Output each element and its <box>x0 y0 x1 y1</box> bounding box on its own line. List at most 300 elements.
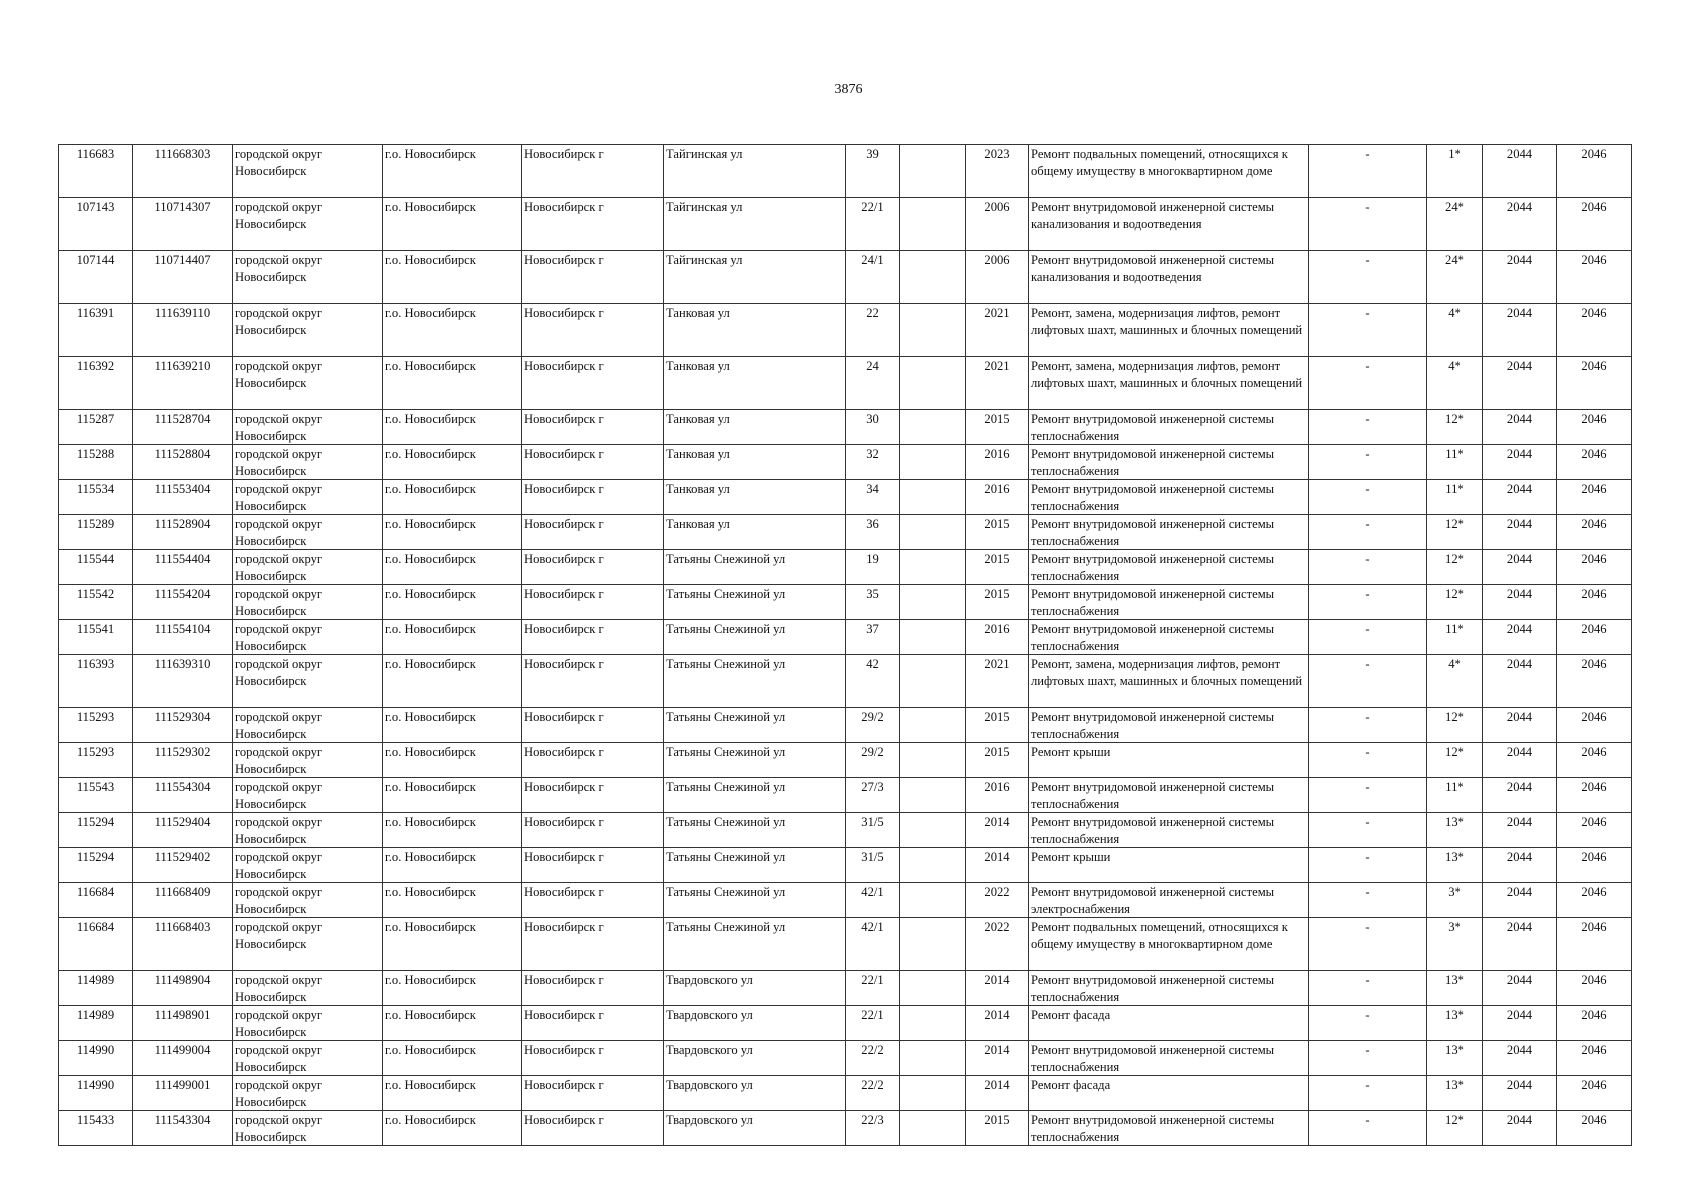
row-code-cell: 111529304 <box>133 708 233 743</box>
table-row <box>59 743 1632 778</box>
value-cell: 4* <box>1427 357 1483 410</box>
street-cell: Тайгинская ул <box>664 145 846 198</box>
start-year-cell: 2044 <box>1483 445 1557 480</box>
row-code-cell: 111528704 <box>133 410 233 445</box>
page-number: 3876 <box>834 82 863 97</box>
value-cell: 24* <box>1427 198 1483 251</box>
end-year-cell: 2046 <box>1557 813 1632 848</box>
street-cell: Татьяны Снежиной ул <box>664 778 846 813</box>
work-type-cell: Ремонт внутридомовой инженерной системы канализования и водоотведения <box>1029 198 1309 251</box>
row-code-cell: 111499001 <box>133 1076 233 1111</box>
year-cell: 2016 <box>966 620 1029 655</box>
table-row <box>59 655 1632 708</box>
end-year-cell: 2046 <box>1557 971 1632 1006</box>
dash-cell: - <box>1309 778 1427 813</box>
row-id-cell: 116392 <box>59 357 133 410</box>
street-cell: Танковая ул <box>664 515 846 550</box>
dash-cell: - <box>1309 848 1427 883</box>
street-cell: Татьяны Снежиной ул <box>664 708 846 743</box>
street-cell: Татьяны Снежиной ул <box>664 550 846 585</box>
house-number-cell: 19 <box>846 550 900 585</box>
row-code-cell: 111639310 <box>133 655 233 708</box>
table-row <box>59 620 1632 655</box>
street-cell: Татьяны Снежиной ул <box>664 620 846 655</box>
value-cell: 13* <box>1427 1041 1483 1076</box>
end-year-cell: 2046 <box>1557 515 1632 550</box>
work-type-cell: Ремонт внутридомовой инженерной системы теплоснабжения <box>1029 480 1309 515</box>
row-id-cell: 107144 <box>59 251 133 304</box>
street-cell: Твардовского ул <box>664 1076 846 1111</box>
street-cell: Татьяны Снежиной ул <box>664 848 846 883</box>
district-cell: городской округ Новосибирск <box>233 550 383 585</box>
row-id-cell: 116683 <box>59 145 133 198</box>
district-cell: городской округ Новосибирск <box>233 410 383 445</box>
row-code-cell: 110714307 <box>133 198 233 251</box>
district-cell: городской округ Новосибирск <box>233 251 383 304</box>
row-code-cell: 111553404 <box>133 480 233 515</box>
row-code-cell: 111639110 <box>133 304 233 357</box>
table-row <box>59 778 1632 813</box>
year-cell: 2023 <box>966 145 1029 198</box>
start-year-cell: 2044 <box>1483 883 1557 918</box>
value-cell: 12* <box>1427 515 1483 550</box>
row-code-cell: 111554404 <box>133 550 233 585</box>
blank-cell <box>900 883 966 918</box>
end-year-cell: 2046 <box>1557 304 1632 357</box>
dash-cell: - <box>1309 1076 1427 1111</box>
row-id-cell: 115433 <box>59 1111 133 1146</box>
table-row <box>59 918 1632 971</box>
table-row <box>59 550 1632 585</box>
work-type-cell: Ремонт внутридомовой инженерной системы теплоснабжения <box>1029 410 1309 445</box>
start-year-cell: 2044 <box>1483 813 1557 848</box>
year-cell: 2014 <box>966 1006 1029 1041</box>
dash-cell: - <box>1309 145 1427 198</box>
blank-cell <box>900 357 966 410</box>
house-number-cell: 42 <box>846 655 900 708</box>
table-row <box>59 410 1632 445</box>
street-cell: Тайгинская ул <box>664 251 846 304</box>
dash-cell: - <box>1309 620 1427 655</box>
work-type-cell: Ремонт фасада <box>1029 1006 1309 1041</box>
blank-cell <box>900 918 966 971</box>
municipality-cell: г.о. Новосибирск <box>383 743 522 778</box>
house-number-cell: 22/1 <box>846 971 900 1006</box>
end-year-cell: 2046 <box>1557 918 1632 971</box>
start-year-cell: 2044 <box>1483 357 1557 410</box>
value-cell: 24* <box>1427 251 1483 304</box>
work-type-cell: Ремонт внутридомовой инженерной системы теплоснабжения <box>1029 778 1309 813</box>
district-cell: городской округ Новосибирск <box>233 1041 383 1076</box>
district-cell: городской округ Новосибирск <box>233 778 383 813</box>
municipality-cell: г.о. Новосибирск <box>383 480 522 515</box>
table-row <box>59 848 1632 883</box>
house-number-cell: 22 <box>846 304 900 357</box>
house-number-cell: 42/1 <box>846 918 900 971</box>
district-cell: городской округ Новосибирск <box>233 1006 383 1041</box>
district-cell: городской округ Новосибирск <box>233 743 383 778</box>
value-cell: 12* <box>1427 585 1483 620</box>
work-type-cell: Ремонт крыши <box>1029 848 1309 883</box>
blank-cell <box>900 585 966 620</box>
municipality-cell: г.о. Новосибирск <box>383 708 522 743</box>
blank-cell <box>900 655 966 708</box>
row-id-cell: 107143 <box>59 198 133 251</box>
year-cell: 2014 <box>966 971 1029 1006</box>
dash-cell: - <box>1309 971 1427 1006</box>
work-type-cell: Ремонт внутридомовой инженерной системы теплоснабжения <box>1029 971 1309 1006</box>
year-cell: 2014 <box>966 813 1029 848</box>
house-number-cell: 22/1 <box>846 198 900 251</box>
year-cell: 2006 <box>966 251 1029 304</box>
city-cell: Новосибирск г <box>522 1076 664 1111</box>
dash-cell: - <box>1309 743 1427 778</box>
district-cell: городской округ Новосибирск <box>233 813 383 848</box>
blank-cell <box>900 304 966 357</box>
street-cell: Татьяны Снежиной ул <box>664 813 846 848</box>
city-cell: Новосибирск г <box>522 743 664 778</box>
district-cell: городской округ Новосибирск <box>233 655 383 708</box>
table-row <box>59 1041 1632 1076</box>
municipality-cell: г.о. Новосибирск <box>383 655 522 708</box>
work-type-cell: Ремонт внутридомовой инженерной системы электроснабжения <box>1029 883 1309 918</box>
house-number-cell: 39 <box>846 145 900 198</box>
work-type-cell: Ремонт внутридомовой инженерной системы канализования и водоотведения <box>1029 251 1309 304</box>
work-type-cell: Ремонт внутридомовой инженерной системы теплоснабжения <box>1029 585 1309 620</box>
value-cell: 12* <box>1427 1111 1483 1146</box>
value-cell: 3* <box>1427 883 1483 918</box>
start-year-cell: 2044 <box>1483 848 1557 883</box>
street-cell: Танковая ул <box>664 480 846 515</box>
house-number-cell: 34 <box>846 480 900 515</box>
blank-cell <box>900 145 966 198</box>
row-id-cell: 116684 <box>59 883 133 918</box>
municipality-cell: г.о. Новосибирск <box>383 445 522 480</box>
table-body <box>59 145 1632 1146</box>
district-cell: городской округ Новосибирск <box>233 708 383 743</box>
work-type-cell: Ремонт крыши <box>1029 743 1309 778</box>
house-number-cell: 29/2 <box>846 708 900 743</box>
district-cell: городской округ Новосибирск <box>233 918 383 971</box>
city-cell: Новосибирск г <box>522 1041 664 1076</box>
table-row <box>59 304 1632 357</box>
blank-cell <box>900 708 966 743</box>
dash-cell: - <box>1309 550 1427 585</box>
table-row <box>59 971 1632 1006</box>
start-year-cell: 2044 <box>1483 251 1557 304</box>
dash-cell: - <box>1309 198 1427 251</box>
city-cell: Новосибирск г <box>522 883 664 918</box>
end-year-cell: 2046 <box>1557 620 1632 655</box>
blank-cell <box>900 1111 966 1146</box>
city-cell: Новосибирск г <box>522 304 664 357</box>
row-code-cell: 110714407 <box>133 251 233 304</box>
municipality-cell: г.о. Новосибирск <box>383 883 522 918</box>
house-number-cell: 27/3 <box>846 778 900 813</box>
table-row <box>59 585 1632 620</box>
value-cell: 13* <box>1427 1076 1483 1111</box>
row-code-cell: 111528904 <box>133 515 233 550</box>
house-number-cell: 31/5 <box>846 813 900 848</box>
work-type-cell: Ремонт фасада <box>1029 1076 1309 1111</box>
city-cell: Новосибирск г <box>522 550 664 585</box>
city-cell: Новосибирск г <box>522 971 664 1006</box>
row-code-cell: 111554204 <box>133 585 233 620</box>
house-number-cell: 36 <box>846 515 900 550</box>
value-cell: 12* <box>1427 743 1483 778</box>
end-year-cell: 2046 <box>1557 1041 1632 1076</box>
end-year-cell: 2046 <box>1557 585 1632 620</box>
blank-cell <box>900 743 966 778</box>
municipality-cell: г.о. Новосибирск <box>383 1076 522 1111</box>
row-id-cell: 115543 <box>59 778 133 813</box>
work-type-cell: Ремонт внутридомовой инженерной системы теплоснабжения <box>1029 445 1309 480</box>
work-type-cell: Ремонт внутридомовой инженерной системы теплоснабжения <box>1029 813 1309 848</box>
municipality-cell: г.о. Новосибирск <box>383 1041 522 1076</box>
row-id-cell: 115294 <box>59 848 133 883</box>
end-year-cell: 2046 <box>1557 357 1632 410</box>
row-id-cell: 115541 <box>59 620 133 655</box>
blank-cell <box>900 620 966 655</box>
row-id-cell: 114989 <box>59 1006 133 1041</box>
street-cell: Танковая ул <box>664 445 846 480</box>
start-year-cell: 2044 <box>1483 198 1557 251</box>
start-year-cell: 2044 <box>1483 480 1557 515</box>
row-id-cell: 116684 <box>59 918 133 971</box>
row-id-cell: 115293 <box>59 743 133 778</box>
year-cell: 2021 <box>966 304 1029 357</box>
end-year-cell: 2046 <box>1557 883 1632 918</box>
district-cell: городской округ Новосибирск <box>233 445 383 480</box>
house-number-cell: 30 <box>846 410 900 445</box>
house-number-cell: 24/1 <box>846 251 900 304</box>
blank-cell <box>900 445 966 480</box>
table-row <box>59 445 1632 480</box>
table-row <box>59 145 1632 198</box>
blank-cell <box>900 778 966 813</box>
blank-cell <box>900 1006 966 1041</box>
blank-cell <box>900 480 966 515</box>
dash-cell: - <box>1309 708 1427 743</box>
start-year-cell: 2044 <box>1483 145 1557 198</box>
end-year-cell: 2046 <box>1557 445 1632 480</box>
street-cell: Татьяны Снежиной ул <box>664 585 846 620</box>
table-row <box>59 883 1632 918</box>
district-cell: городской округ Новосибирск <box>233 515 383 550</box>
capital-repair-table <box>58 144 1632 1146</box>
dash-cell: - <box>1309 251 1427 304</box>
street-cell: Татьяны Снежиной ул <box>664 918 846 971</box>
municipality-cell: г.о. Новосибирск <box>383 1006 522 1041</box>
start-year-cell: 2044 <box>1483 655 1557 708</box>
row-code-cell: 111498904 <box>133 971 233 1006</box>
municipality-cell: г.о. Новосибирск <box>383 357 522 410</box>
work-type-cell: Ремонт внутридомовой инженерной системы теплоснабжения <box>1029 515 1309 550</box>
street-cell: Тайгинская ул <box>664 198 846 251</box>
work-type-cell: Ремонт внутридомовой инженерной системы теплоснабжения <box>1029 1111 1309 1146</box>
row-id-cell: 115293 <box>59 708 133 743</box>
row-code-cell: 111498901 <box>133 1006 233 1041</box>
end-year-cell: 2046 <box>1557 251 1632 304</box>
row-id-cell: 114989 <box>59 971 133 1006</box>
table-row <box>59 198 1632 251</box>
district-cell: городской округ Новосибирск <box>233 1111 383 1146</box>
city-cell: Новосибирск г <box>522 198 664 251</box>
city-cell: Новосибирск г <box>522 708 664 743</box>
house-number-cell: 22/3 <box>846 1111 900 1146</box>
blank-cell <box>900 550 966 585</box>
year-cell: 2022 <box>966 918 1029 971</box>
municipality-cell: г.о. Новосибирск <box>383 145 522 198</box>
table-row <box>59 251 1632 304</box>
street-cell: Твардовского ул <box>664 1041 846 1076</box>
city-cell: Новосибирск г <box>522 778 664 813</box>
start-year-cell: 2044 <box>1483 620 1557 655</box>
city-cell: Новосибирск г <box>522 515 664 550</box>
row-code-cell: 111543304 <box>133 1111 233 1146</box>
house-number-cell: 35 <box>846 585 900 620</box>
city-cell: Новосибирск г <box>522 848 664 883</box>
row-code-cell: 111668409 <box>133 883 233 918</box>
blank-cell <box>900 1076 966 1111</box>
street-cell: Танковая ул <box>664 410 846 445</box>
street-cell: Танковая ул <box>664 304 846 357</box>
row-id-cell: 116393 <box>59 655 133 708</box>
work-type-cell: Ремонт подвальных помещений, относящихся к общему имуществу в многоквартирном доме <box>1029 145 1309 198</box>
municipality-cell: г.о. Новосибирск <box>383 813 522 848</box>
value-cell: 12* <box>1427 708 1483 743</box>
end-year-cell: 2046 <box>1557 848 1632 883</box>
start-year-cell: 2044 <box>1483 971 1557 1006</box>
district-cell: городской округ Новосибирск <box>233 198 383 251</box>
work-type-cell: Ремонт внутридомовой инженерной системы теплоснабжения <box>1029 550 1309 585</box>
work-type-cell: Ремонт подвальных помещений, относящихся к общему имуществу в многоквартирном доме <box>1029 918 1309 971</box>
table-row <box>59 480 1632 515</box>
blank-cell <box>900 848 966 883</box>
dash-cell: - <box>1309 410 1427 445</box>
end-year-cell: 2046 <box>1557 743 1632 778</box>
blank-cell <box>900 198 966 251</box>
municipality-cell: г.о. Новосибирск <box>383 198 522 251</box>
table-row <box>59 1006 1632 1041</box>
table-row <box>59 708 1632 743</box>
value-cell: 4* <box>1427 655 1483 708</box>
table-row <box>59 813 1632 848</box>
start-year-cell: 2044 <box>1483 1041 1557 1076</box>
dash-cell: - <box>1309 515 1427 550</box>
year-cell: 2014 <box>966 1076 1029 1111</box>
row-code-cell: 111668303 <box>133 145 233 198</box>
end-year-cell: 2046 <box>1557 550 1632 585</box>
work-type-cell: Ремонт, замена, модернизация лифтов, ремонт лифтовых шахт, машинных и блочных помещений <box>1029 304 1309 357</box>
dash-cell: - <box>1309 304 1427 357</box>
city-cell: Новосибирск г <box>522 620 664 655</box>
house-number-cell: 29/2 <box>846 743 900 778</box>
value-cell: 1* <box>1427 145 1483 198</box>
dash-cell: - <box>1309 480 1427 515</box>
house-number-cell: 32 <box>846 445 900 480</box>
municipality-cell: г.о. Новосибирск <box>383 585 522 620</box>
row-code-cell: 111639210 <box>133 357 233 410</box>
district-cell: городской округ Новосибирск <box>233 620 383 655</box>
year-cell: 2015 <box>966 1111 1029 1146</box>
table-row <box>59 1111 1632 1146</box>
year-cell: 2021 <box>966 655 1029 708</box>
district-cell: городской округ Новосибирск <box>233 848 383 883</box>
end-year-cell: 2046 <box>1557 1076 1632 1111</box>
end-year-cell: 2046 <box>1557 778 1632 813</box>
house-number-cell: 42/1 <box>846 883 900 918</box>
end-year-cell: 2046 <box>1557 1006 1632 1041</box>
district-cell: городской округ Новосибирск <box>233 145 383 198</box>
row-id-cell: 115287 <box>59 410 133 445</box>
district-cell: городской округ Новосибирск <box>233 585 383 620</box>
district-cell: городской округ Новосибирск <box>233 971 383 1006</box>
house-number-cell: 22/2 <box>846 1076 900 1111</box>
dash-cell: - <box>1309 445 1427 480</box>
district-cell: городской округ Новосибирск <box>233 480 383 515</box>
dash-cell: - <box>1309 918 1427 971</box>
start-year-cell: 2044 <box>1483 585 1557 620</box>
value-cell: 13* <box>1427 1006 1483 1041</box>
value-cell: 13* <box>1427 813 1483 848</box>
year-cell: 2014 <box>966 848 1029 883</box>
city-cell: Новосибирск г <box>522 410 664 445</box>
municipality-cell: г.о. Новосибирск <box>383 971 522 1006</box>
start-year-cell: 2044 <box>1483 1111 1557 1146</box>
value-cell: 12* <box>1427 410 1483 445</box>
table-row <box>59 357 1632 410</box>
district-cell: городской округ Новосибирск <box>233 1076 383 1111</box>
house-number-cell: 22/1 <box>846 1006 900 1041</box>
year-cell: 2015 <box>966 550 1029 585</box>
row-id-cell: 114990 <box>59 1041 133 1076</box>
start-year-cell: 2044 <box>1483 515 1557 550</box>
start-year-cell: 2044 <box>1483 778 1557 813</box>
year-cell: 2016 <box>966 778 1029 813</box>
dash-cell: - <box>1309 813 1427 848</box>
row-id-cell: 115288 <box>59 445 133 480</box>
row-code-cell: 111554304 <box>133 778 233 813</box>
row-code-cell: 111528804 <box>133 445 233 480</box>
end-year-cell: 2046 <box>1557 1111 1632 1146</box>
row-code-cell: 111668403 <box>133 918 233 971</box>
dash-cell: - <box>1309 1041 1427 1076</box>
municipality-cell: г.о. Новосибирск <box>383 1111 522 1146</box>
work-type-cell: Ремонт, замена, модернизация лифтов, ремонт лифтовых шахт, машинных и блочных помещений <box>1029 655 1309 708</box>
year-cell: 2016 <box>966 445 1029 480</box>
row-code-cell: 111529402 <box>133 848 233 883</box>
value-cell: 11* <box>1427 620 1483 655</box>
year-cell: 2015 <box>966 585 1029 620</box>
row-code-cell: 111529404 <box>133 813 233 848</box>
start-year-cell: 2044 <box>1483 550 1557 585</box>
start-year-cell: 2044 <box>1483 743 1557 778</box>
district-cell: городской округ Новосибирск <box>233 357 383 410</box>
city-cell: Новосибирск г <box>522 918 664 971</box>
year-cell: 2021 <box>966 357 1029 410</box>
blank-cell <box>900 971 966 1006</box>
dash-cell: - <box>1309 655 1427 708</box>
blank-cell <box>900 515 966 550</box>
street-cell: Танковая ул <box>664 357 846 410</box>
municipality-cell: г.о. Новосибирск <box>383 848 522 883</box>
street-cell: Твардовского ул <box>664 1111 846 1146</box>
city-cell: Новосибирск г <box>522 445 664 480</box>
work-type-cell: Ремонт, замена, модернизация лифтов, ремонт лифтовых шахт, машинных и блочных помещений <box>1029 357 1309 410</box>
value-cell: 11* <box>1427 480 1483 515</box>
street-cell: Твардовского ул <box>664 971 846 1006</box>
